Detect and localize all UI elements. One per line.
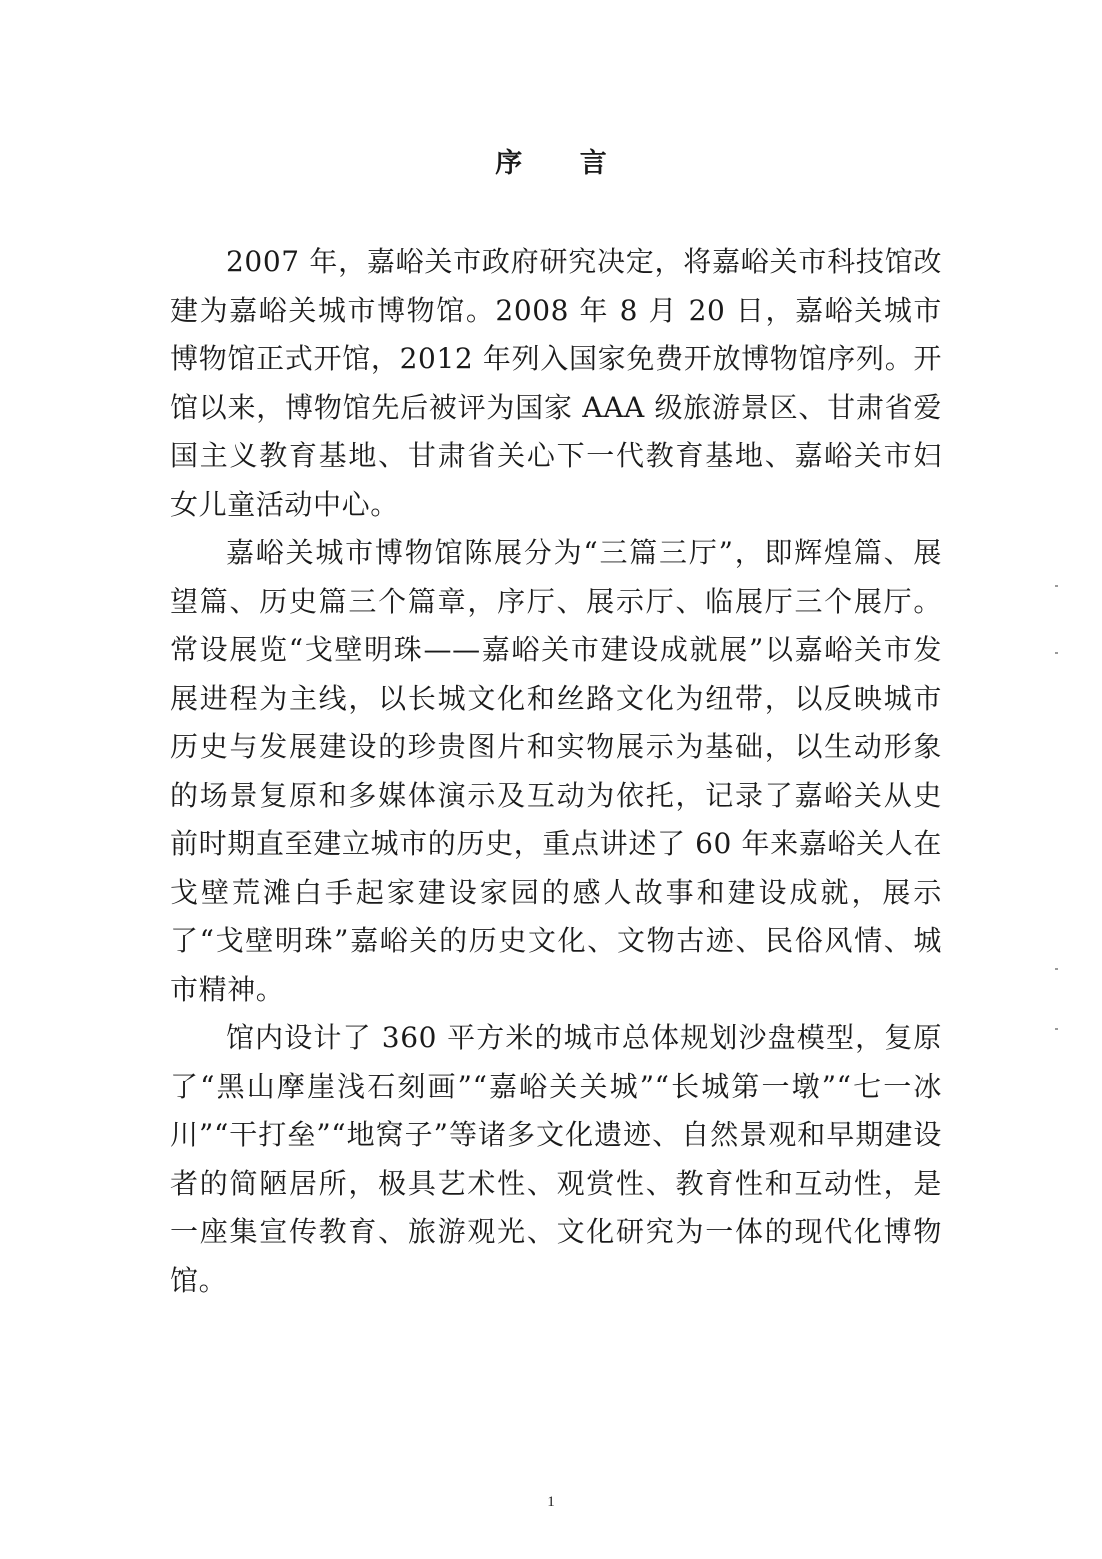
scan-mark (1055, 1028, 1058, 1030)
page-title: 序 言 (495, 148, 631, 179)
paragraph-design: 馆内设计了 360 平方米的城市总体规划沙盘模型，复原了“黑山摩崖浅石刻画”“嘉峪关关城”“长城第一墩”“七一冰川”“干打垒”“地窝子”等诸多文化遗迹、自然景观和早期建设者的简陋居所，极具艺术性、观赏性、教育性和互动性，是一座集宣传教育、旅游观光、文化研究为一体的现代化博物馆。 (170, 1021, 942, 1297)
page-number: 1 (547, 1494, 555, 1510)
paragraph-intro: 2007 年，嘉峪关市政府研究决定，将嘉峪关市科技馆改建为嘉峪关城市博物馆。2008 年 8 月 20 日，嘉峪关城市博物馆正式开馆，2012 年列入国家免费开放博物馆序列。开馆以来，博物馆先后被评为国家 AAA 级旅游景区、甘肃省爱国主义教育基地、甘肃省关心下一代教育基地、嘉峪关市妇女儿童活动中心。 (170, 245, 942, 521)
body-text (170, 238, 942, 1305)
scan-mark (1055, 968, 1058, 970)
scan-mark (1055, 652, 1058, 654)
scan-mark (1055, 585, 1058, 587)
paragraph-exhibition: 嘉峪关城市博物馆陈展分为“三篇三厅”，即辉煌篇、展望篇、历史篇三个篇章，序厅、展示厅、临展厅三个展厅。常设展览“戈壁明珠——嘉峪关市建设成就展”以嘉峪关市发展进程为主线，以长城文化和丝路文化为纽带，以反映城市历史与发展建设的珍贵图片和实物展示为基础，以生动形象的场景复原和多媒体演示及互动为依托，记录了嘉峪关从史前时期直至建立城市的历史，重点讲述了 60 年来嘉峪关人在戈壁荒滩白手起家建设家园的感人故事和建设成就，展示了“戈壁明珠”嘉峪关的历史文化、文物古迹、民俗风情、城市精神。 (170, 536, 942, 1006)
